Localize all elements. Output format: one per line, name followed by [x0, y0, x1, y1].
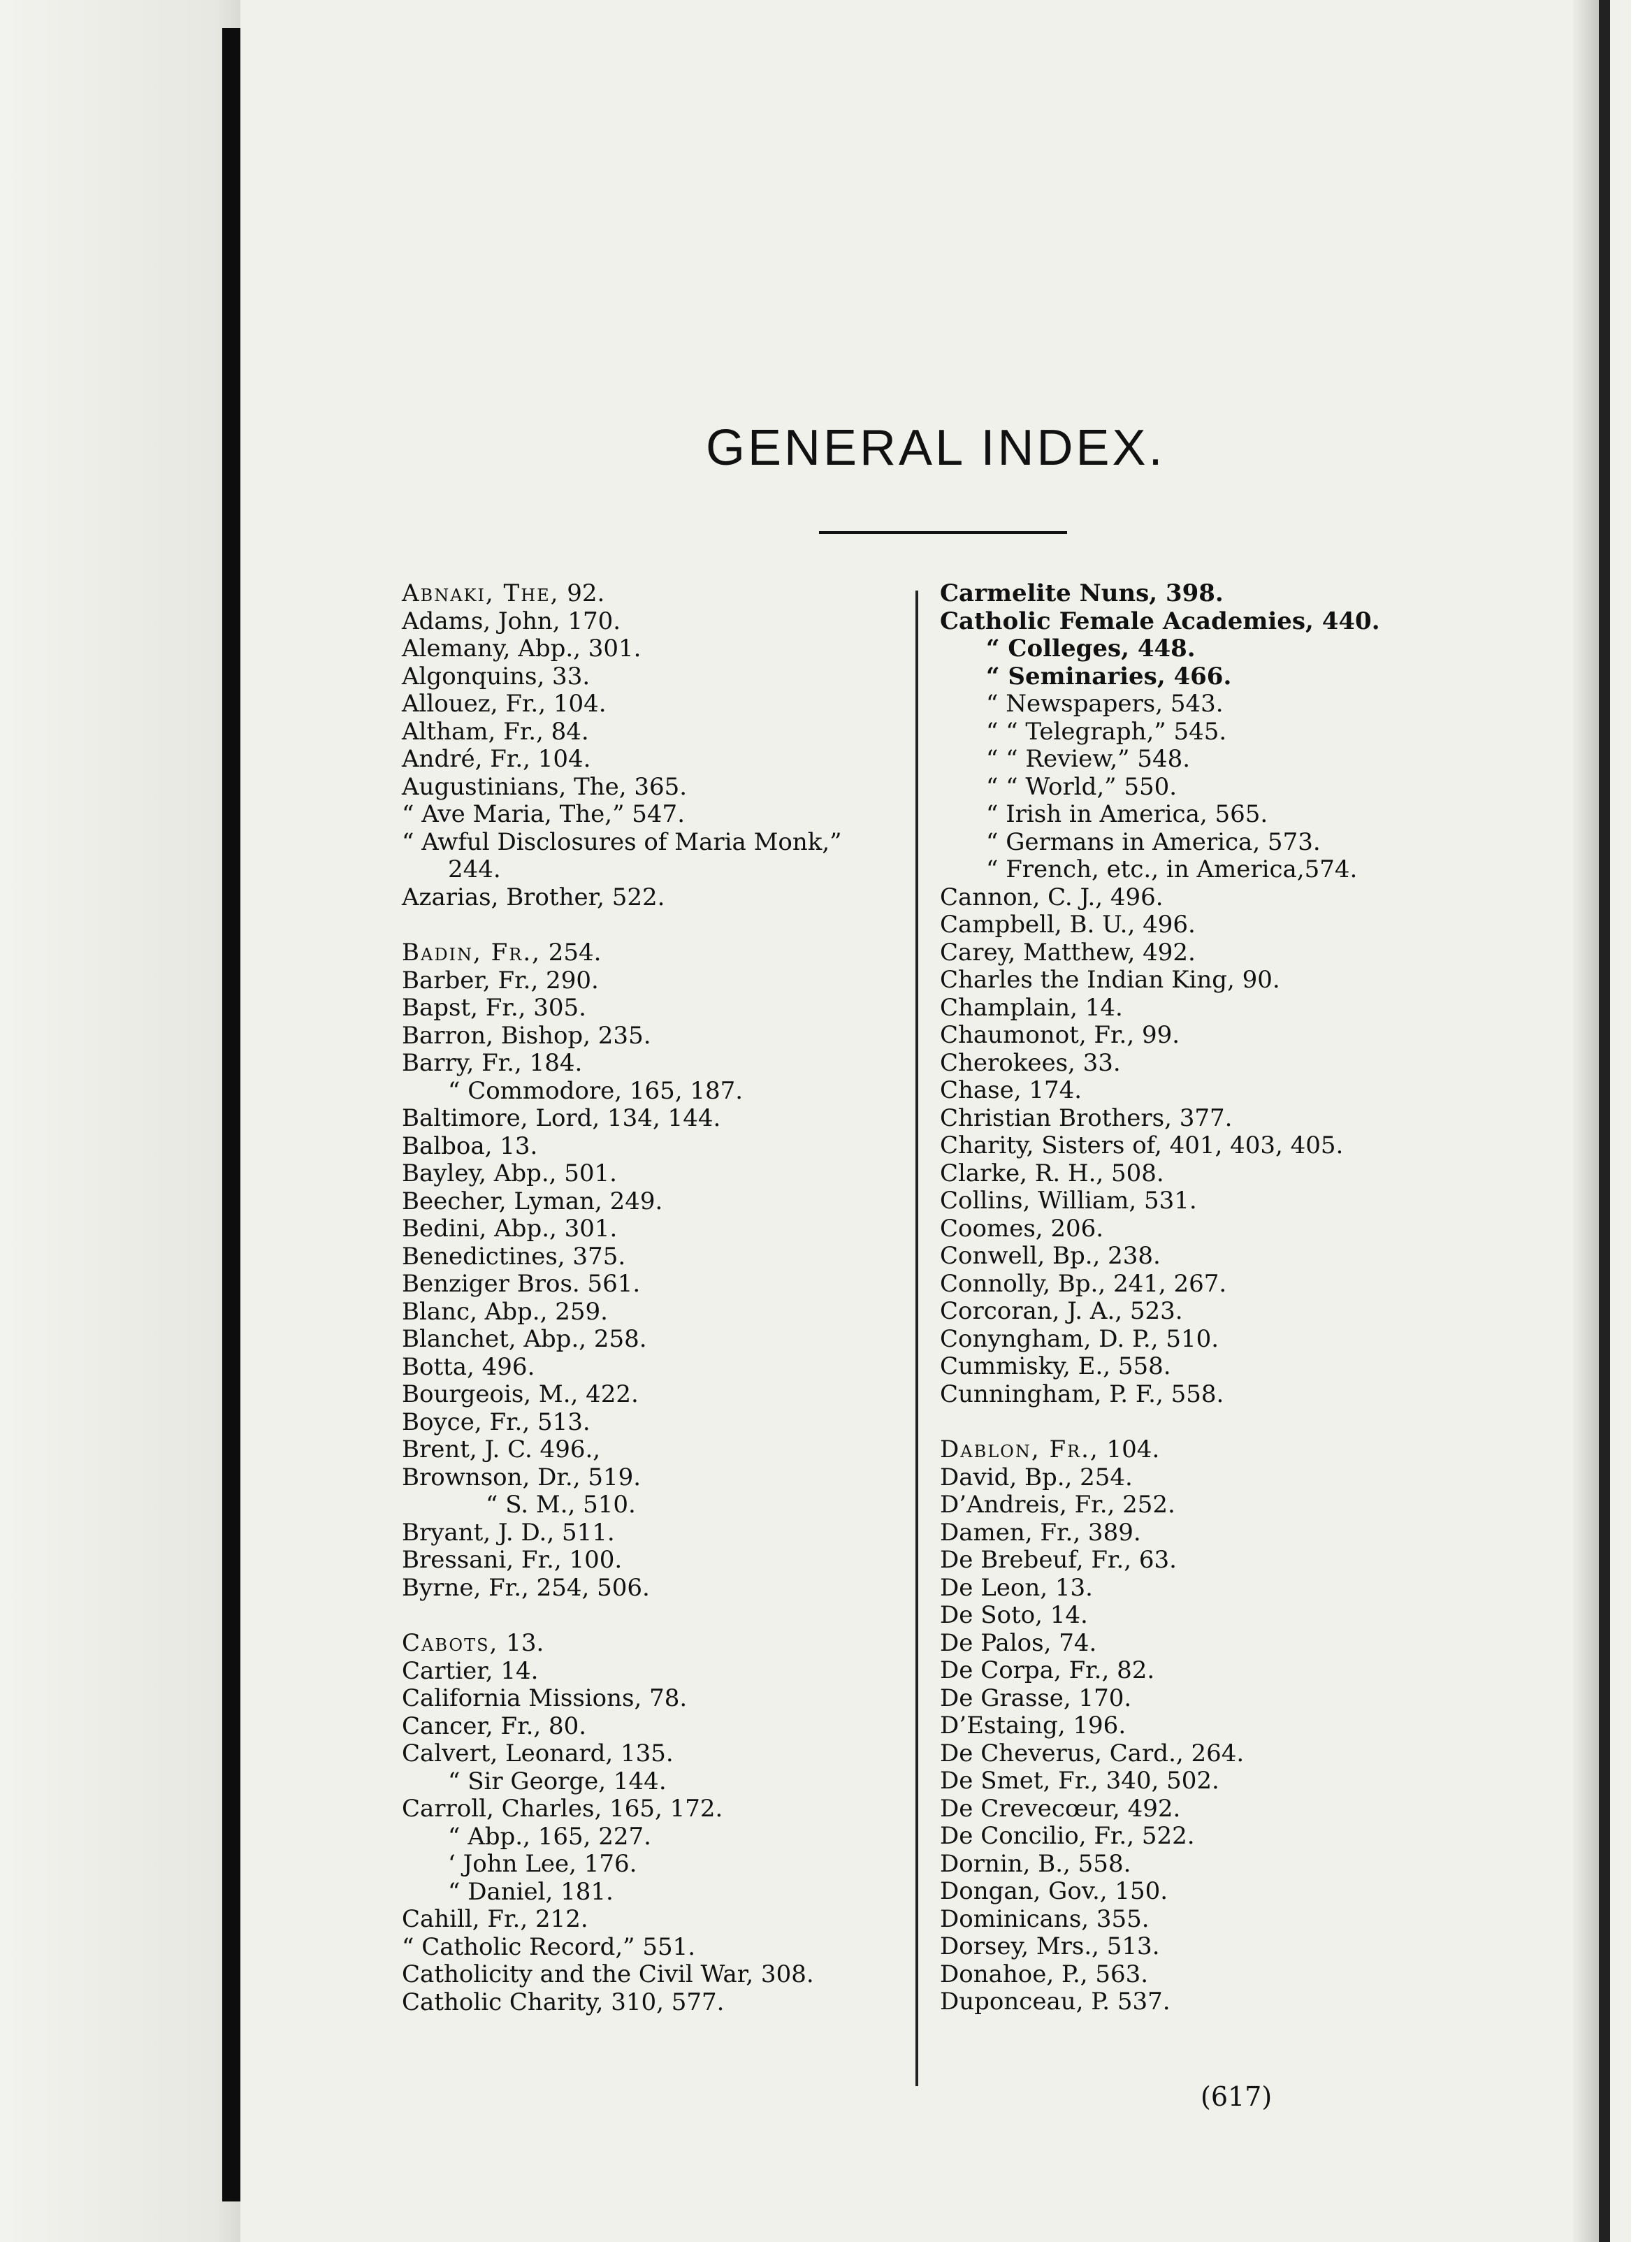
index-entry-text: Cherokees, 33. [940, 1048, 1121, 1077]
index-entry-text: 104. [1099, 1435, 1160, 1463]
index-entry-lead: Dablon, Fr., [940, 1435, 1099, 1463]
index-entry-text: 92. [559, 579, 605, 607]
index-entry [940, 1988, 1555, 2016]
index-entry-text: Chaumonot, Fr., 99. [940, 1021, 1180, 1049]
index-entry-lead: Badin, Fr., [402, 939, 541, 967]
index-entry [940, 1685, 1555, 1713]
index-entry-text: “ French, etc., in America,574. [986, 855, 1358, 883]
column-divider [915, 591, 918, 2086]
index-entry [940, 1187, 1555, 1215]
index-entry [940, 774, 1555, 802]
index-entry-text: Bapst, Fr., 305. [402, 994, 586, 1022]
index-entry [940, 1933, 1555, 1961]
index-entry-text: Beecher, Lyman, 249. [402, 1187, 663, 1215]
index-entry [940, 746, 1555, 774]
index-entry-text: Cannon, C. J., 496. [940, 883, 1164, 911]
index-entry-text: Botta, 496. [402, 1352, 535, 1381]
index-entry-text: Boyce, Fr., 513. [402, 1408, 590, 1436]
index-entry-text: “ Sir George, 144. [448, 1767, 667, 1795]
index-entry-text: Dornin, B., 558. [940, 1849, 1131, 1878]
index-entry-lead: Abnaki, The, [402, 579, 560, 607]
index-entry-text: Champlain, 14. [940, 993, 1123, 1022]
index-entry [940, 911, 1555, 939]
index-entry-text: Catholic Female Academies, 440. [940, 607, 1380, 635]
index-entry-text: David, Bp., 254. [940, 1463, 1133, 1491]
index-entry [940, 1022, 1555, 1050]
page-title: GENERAL INDEX. [706, 420, 1166, 476]
index-entry [940, 1132, 1555, 1160]
index-entry-text: Clarke, R. H., 508. [940, 1159, 1164, 1187]
index-entry [940, 690, 1555, 718]
index-entry [940, 1215, 1555, 1243]
index-entry [940, 1519, 1555, 1547]
index-entry-text: De Smet, Fr., 340, 502. [940, 1767, 1219, 1795]
index-entry [940, 1602, 1555, 1630]
index-entry-text: Blanc, Abp., 259. [402, 1297, 608, 1326]
index-entry-text: “ Irish in America, 565. [986, 800, 1268, 828]
index-entry [940, 1160, 1555, 1188]
index-entry [940, 1271, 1555, 1299]
index-entry [940, 1740, 1555, 1768]
index-entry-text: D’Estaing, 196. [940, 1712, 1126, 1740]
index-entry-text: Dominicans, 355. [940, 1904, 1150, 1933]
index-entry [940, 1575, 1555, 1603]
index-entry [940, 1657, 1555, 1685]
index-entry-text: Charles the Indian King, 90. [940, 966, 1280, 994]
index-entry-text: ‘ John Lee, 176. [448, 1850, 637, 1878]
index-entry-text: Donahoe, P., 563. [940, 1960, 1149, 1988]
page-number: (617) [1201, 2081, 1273, 2112]
index-entry-text: André, Fr., 104. [402, 745, 591, 773]
index-column-right [940, 580, 1555, 2016]
index-entry-text: Conyngham, D. P., 510. [940, 1324, 1219, 1353]
index-entry-text: “ Newspapers, 543. [986, 690, 1224, 718]
index-entry-text: Cahill, Fr., 212. [402, 1905, 588, 1933]
index-entry-text: De Concilio, Fr., 522. [940, 1822, 1195, 1850]
index-entry [940, 829, 1555, 857]
index-entry-text: Alemany, Abp., 301. [402, 635, 642, 663]
index-entry-text: Bryant, J. D., 511. [402, 1518, 615, 1547]
index-entry-text: De Palos, 74. [940, 1628, 1097, 1657]
page-edge [1599, 0, 1610, 2242]
index-entry-text: De Crevecœur, 492. [940, 1794, 1181, 1823]
index-entry-text: De Soto, 14. [940, 1601, 1088, 1629]
index-entry-text: Cartier, 14. [402, 1656, 539, 1685]
index-entry [940, 801, 1555, 829]
index-entry-text: Byrne, Fr., 254, 506. [402, 1573, 650, 1602]
title-rule [819, 531, 1067, 534]
index-entry-text: Barron, Bishop, 235. [402, 1021, 651, 1050]
index-entry [940, 1795, 1555, 1823]
index-entry-text: D’Andreis, Fr., 252. [940, 1491, 1175, 1519]
index-entry-text: “ Abp., 165, 227. [448, 1822, 651, 1851]
index-entry-text: Cancer, Fr., 80. [402, 1712, 587, 1740]
index-entry-lead: Cabots, [402, 1629, 499, 1657]
index-entry-text: “ Commodore, 165, 187. [448, 1076, 744, 1105]
index-entry-text: Bourgeois, M., 422. [402, 1380, 639, 1408]
index-entry [940, 1298, 1555, 1326]
index-entry-text: Charity, Sisters of, 401, 403, 405. [940, 1131, 1344, 1159]
index-entry-text: Adams, John, 170. [402, 607, 621, 635]
index-entry-text: Brent, J. C. 496., [402, 1435, 601, 1463]
index-entry-text: De Corpa, Fr., 82. [940, 1656, 1155, 1684]
index-entry-text: Catholicity and the Civil War, 308. [402, 1960, 814, 1988]
index-entry-text: Damen, Fr., 389. [940, 1518, 1141, 1547]
index-entry-text: “ Seminaries, 466. [986, 662, 1232, 690]
index-entry-text: Bedini, Abp., 301. [402, 1215, 618, 1243]
index-entry-text: Catholic Charity, 310, 577. [402, 1988, 725, 2016]
page-edge-shadow [1571, 0, 1599, 2242]
index-entry [940, 580, 1555, 608]
index-entry [940, 1878, 1555, 1906]
index-entry-text: Benziger Bros. 561. [402, 1270, 641, 1298]
index-entry [940, 1326, 1555, 1354]
index-entry-text: Calvert, Leonard, 135. [402, 1740, 674, 1767]
index-entry-text: Augustinians, The, 365. [402, 772, 688, 801]
index-entry-text: Coomes, 206. [940, 1214, 1104, 1243]
index-entry-text: Duponceau, P. 537. [940, 1988, 1171, 2016]
index-entry-text: Brownson, Dr., 519. [402, 1463, 642, 1491]
index-entry-text: Blanchet, Abp., 258. [402, 1325, 647, 1353]
index-entry [940, 1381, 1555, 1409]
index-entry-text: Altham, Fr., 84. [402, 717, 589, 746]
index-entry-text: “ Ave Maria, The,” 547. [402, 800, 685, 828]
index-entry-text: Carey, Matthew, 492. [940, 938, 1196, 967]
index-entry-text: 254. [540, 939, 602, 967]
index-entry-text: “ “ Review,” 548. [986, 745, 1191, 773]
index-entry [940, 939, 1555, 967]
index-entry-text: Allouez, Fr., 104. [402, 690, 607, 718]
index-entry-text: “ Awful Disclosures of Maria Monk,” [402, 827, 842, 856]
index-entry-text: De Cheverus, Card., 264. [940, 1739, 1245, 1767]
index-entry-text: Chase, 174. [940, 1076, 1082, 1104]
index-entry-text: De Grasse, 170. [940, 1684, 1132, 1712]
index-entry [940, 1353, 1555, 1381]
index-entry-text: Barry, Fr., 184. [402, 1049, 583, 1077]
binding-shadow [222, 28, 240, 2201]
index-entry-text: “ “ Telegraph,” 545. [986, 717, 1227, 746]
index-entry [940, 1823, 1555, 1851]
index-entry-text: Barber, Fr., 290. [402, 966, 599, 995]
scan-gutter [0, 0, 252, 2242]
index-entry [940, 1436, 1555, 1464]
index-entry [940, 995, 1555, 1022]
index-entry-text: Cummisky, E., 558. [940, 1352, 1171, 1380]
index-entry [940, 1464, 1555, 1492]
index-entry-text: California Missions, 78. [402, 1684, 688, 1712]
index-entry-text: Conwell, Bp., 238. [940, 1242, 1161, 1270]
index-entry-text: Bressani, Fr., 100. [402, 1546, 623, 1574]
index-entry [940, 1105, 1555, 1133]
index-entry [940, 1851, 1555, 1879]
index-entry-text: “ Catholic Record,” 551. [402, 1932, 696, 1961]
index-entry-text: Dongan, Gov., 150. [940, 1877, 1168, 1905]
index-entry-text: 13. [498, 1629, 544, 1657]
index-entry [940, 663, 1555, 691]
index-entry-text: De Brebeuf, Fr., 63. [940, 1546, 1177, 1574]
index-entry-text: Azarias, Brother, 522. [402, 883, 665, 911]
index-entry-text: Bayley, Abp., 501. [402, 1159, 617, 1187]
index-entry-text: “ Germans in America, 573. [986, 827, 1321, 856]
index-entry-text: “ Daniel, 181. [448, 1877, 614, 1906]
index-entry [940, 635, 1555, 663]
index-entry [940, 1906, 1555, 1934]
index-entry-text: Algonquins, 33. [402, 662, 590, 690]
index-entry [940, 1630, 1555, 1658]
index-entry-text: De Leon, 13. [940, 1573, 1093, 1602]
index-entry-text: Connolly, Bp., 241, 267. [940, 1269, 1227, 1298]
index-entry-text: Cunningham, P. F., 558. [940, 1380, 1224, 1408]
index-entry-text: 244. [448, 855, 501, 883]
index-entry-text: Balboa, 13. [402, 1131, 538, 1160]
index-entry-text: “ Colleges, 448. [986, 635, 1196, 663]
index-entry-text: Carroll, Charles, 165, 172. [402, 1795, 723, 1823]
index-entry [940, 1712, 1555, 1740]
index-entry [940, 1077, 1555, 1105]
index-entry-text: Benedictines, 375. [402, 1242, 626, 1271]
index-entry [940, 1050, 1555, 1078]
index-entry [940, 856, 1555, 884]
index-entry-text: Dorsey, Mrs., 513. [940, 1932, 1160, 1960]
index-entry [940, 1243, 1555, 1271]
index-entry-text: “ S. M., 510. [486, 1491, 636, 1519]
index-entry-text: Christian Brothers, 377. [940, 1104, 1233, 1132]
index-entry-text: Collins, William, 531. [940, 1187, 1197, 1215]
index-entry [940, 884, 1555, 912]
index-entry [940, 1491, 1555, 1519]
index-entry-text: Baltimore, Lord, 134, 144. [402, 1104, 721, 1132]
index-entry [940, 967, 1555, 995]
index-entry-text: Carmelite Nuns, 398. [940, 579, 1224, 607]
index-entry [940, 1547, 1555, 1575]
index-entry [940, 718, 1555, 746]
index-entry [940, 1961, 1555, 1989]
index-entry [940, 1767, 1555, 1795]
index-entry-text: Corcoran, J. A., 523. [940, 1297, 1183, 1325]
index-entry [940, 608, 1555, 636]
index-entry-text: “ “ World,” 550. [986, 772, 1178, 801]
index-entry-text: Campbell, B. U., 496. [940, 911, 1196, 939]
